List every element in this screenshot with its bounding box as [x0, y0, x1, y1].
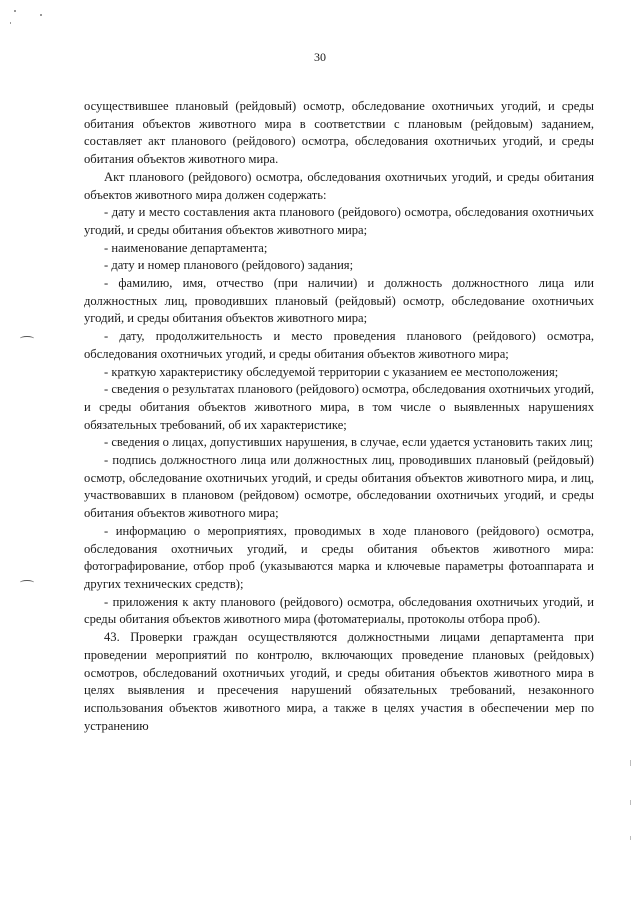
list-item: - информацию о мероприятиях, проводимых в ходе планового (рейдового) осмотра, обследования охотничьих угодий, и среды обитания объектов животного мира: фотографирование, отбор проб (указываются марка и ключевые параметры фотоаппарата и других технических средств); — [84, 523, 594, 591]
scan-edge-mark — [630, 800, 631, 805]
scan-edge-mark — [630, 836, 631, 840]
paragraph: осуществившее плановый (рейдовый) осмотр, обследование охотничьих угодий, и среды обитания объектов животного мира в соответствии с плановым (рейдовым) заданием, составляет акт планового (рейдового) осмотра, обследования охотничьих угодий, и среды обитания объектов животного мира. — [84, 99, 594, 167]
list-item: - дату, продолжительность и место проведения планового (рейдового) осмотра, обследования охотничьих угодий, и среды обитания объектов животного мира; — [84, 329, 594, 361]
binding-hole-mark — [20, 336, 34, 341]
list-item: - дату и номер планового (рейдового) задания; — [104, 258, 354, 273]
page-number: 30 — [314, 50, 326, 64]
list-item: - сведения о результатах планового (рейдового) осмотра, обследования охотничьих угодий, и среды обитания объектов животного мира, в том числе о выявленных нарушениях обязательных требований, об их характеристике; — [84, 382, 594, 432]
list-item: - дату и место составления акта планового (рейдового) осмотра, обследования охотничьих угодий, и среды обитания объектов животного мира; — [84, 205, 594, 237]
list-item: - краткую характеристику обследуемой территории с указанием ее местоположения; — [104, 364, 559, 379]
list-item: - приложения к акту планового (рейдового) осмотра, обследования охотничьих угодий, и среды обитания объектов животного мира (фотоматериалы, протоколы отбора проб). — [84, 594, 594, 627]
scan-speck — [10, 22, 11, 24]
binding-hole-mark — [20, 580, 34, 585]
document-body — [84, 98, 594, 735]
list-item: - фамилию, имя, отчество (при наличии) и должность должностного лица или должностных лиц, проводивших плановый (рейдовый) осмотр, обследование охотничьих угодий, и среды обитания объектов животного мира; — [84, 276, 594, 326]
scan-edge-mark — [630, 760, 631, 766]
numbered-paragraph: 43. Проверки граждан осуществляются должностными лицами департамента при проведении мероприятий по контролю, включающих проведение плановых (рейдовых) осмотров, обследований охотничьих угодий, и среды обитания объектов животного мира в целях выявления и пресечения нарушений обязательных требований, незаконного использования объектов животного мира, а также в целях участия в обеспечении мер по устранению — [84, 630, 594, 733]
scan-speck — [14, 10, 16, 12]
list-item: - подпись должностного лица или должностных лиц, проводивших плановый (рейдовый) осмотр, обследование охотничьих угодий, и среды обитания объектов животного мира, и лиц, участвовавших в плановом (рейдовом) осмотре, обследовании охотничьих угодий, и среды обитания объектов животного мира; — [84, 453, 594, 521]
scan-speck — [40, 14, 42, 16]
list-item: - наименование департамента; — [104, 240, 268, 255]
paragraph: Акт планового (рейдового) осмотра, обследования охотничьих угодий, и среды обитания объектов животного мира должен содержать: — [84, 169, 594, 202]
list-item: - сведения о лицах, допустивших нарушения, в случае, если удается установить таких лиц; — [104, 435, 594, 450]
